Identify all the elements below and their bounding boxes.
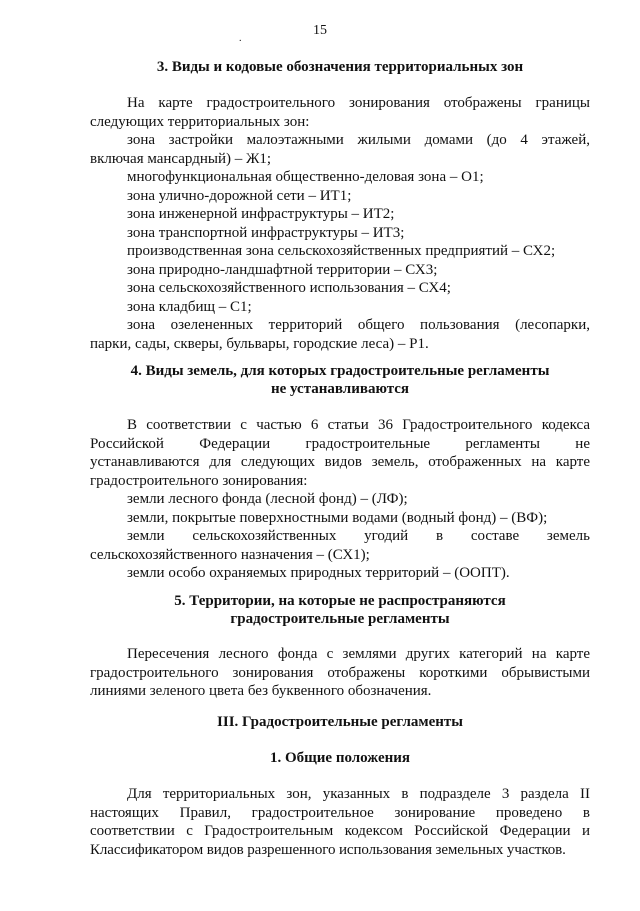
- land-3-line1: земли сельскохозяйственных угодий в составе земель: [127, 528, 590, 544]
- zone-item: зона инженерной инфраструктуры – ИТ2;: [127, 206, 395, 222]
- section-5-para-line3: линиями зеленого цвета без буквенного обозначения.: [90, 683, 432, 699]
- section-4-heading-line2: не устанавливаются: [270, 381, 410, 397]
- section-4-intro-line1: В соответствии с частью 6 статьи 36 Градостроительного кодекса: [127, 417, 590, 433]
- zone-1-line1: зона застройки малоэтажными жилыми домами (до 4 этажей,: [127, 132, 590, 148]
- section-5-para-line1: Пересечения лесного фонда с землями других категорий на карте: [127, 646, 590, 662]
- section-5-body: [90, 645, 590, 701]
- section-4-heading-line1: 4. Виды земель, для которых градостроительные регламенты: [130, 363, 550, 379]
- general-heading: 1. Общие положения: [269, 750, 411, 766]
- zone-item: зона улично-дорожной сети – ИТ1;: [127, 187, 352, 204]
- zone-last-line2: парки, сады, скверы, бульвары, городские леса) – Р1.: [90, 335, 429, 352]
- zone-item: зона кладбищ – С1;: [127, 298, 252, 315]
- section-5-heading-line1: 5. Территории, на которые не распространяются: [174, 593, 506, 609]
- general-para-line3: соответствии с Градостроительным кодексом Российской Федерации и: [90, 823, 590, 839]
- section-3-body: [90, 94, 590, 353]
- zone-item: зона транспортной инфраструктуры – ИТ3;: [127, 224, 405, 241]
- land-item: земли, покрытые поверхностными водами (водный фонд) – (ВФ);: [127, 509, 548, 526]
- zone-1-line2: включая мансардный) – Ж1;: [90, 150, 272, 167]
- section-4-intro-line2: Российской Федерации градостроительные регламенты не: [90, 435, 590, 452]
- general-para-line4: Классификатором видов разрешенного использования земельных участков.: [90, 841, 566, 858]
- section-3-intro-line2: следующих территориальных зон:: [90, 113, 310, 130]
- section-5-heading-line2: градостроительные регламенты: [230, 611, 450, 627]
- section-4-intro-line3: устанавливаются для следующих видов земель, отображенных на карте: [90, 454, 590, 470]
- part-3-heading: III. Градостроительные регламенты: [217, 714, 463, 730]
- zone-item: зона природно-ландшафтной территории – СХ3;: [127, 261, 438, 278]
- section-3-heading: 3. Виды и кодовые обозначения территориальных зон: [156, 59, 524, 75]
- zone-last-line1: зона озелененных территорий общего пользования (лесопарки,: [127, 317, 590, 333]
- land-item: земли лесного фонда (лесной фонд) – (ЛФ);: [127, 491, 408, 507]
- general-para-line2: настоящих Правил, градостроительное зонирование проведено в: [90, 804, 590, 821]
- section-4-intro-line4: градостроительного зонирования:: [90, 472, 308, 489]
- section-5-para-line2: градостроительного зонирования отображены короткими обрывистыми: [90, 664, 590, 681]
- section-3-intro-line1: На карте градостроительного зонирования отображены границы: [127, 95, 590, 111]
- zone-item: многофункциональная общественно-деловая зона – О1;: [127, 169, 484, 185]
- section-4-body: [90, 416, 590, 583]
- zone-item: производственная зона сельскохозяйственных предприятий – СХ2;: [127, 243, 556, 259]
- land-3-line2: сельскохозяйственного назначения – (СХ1);: [90, 546, 370, 563]
- land-item: земли особо охраняемых природных территорий – (ООПТ).: [127, 565, 510, 581]
- zone-item: зона сельскохозяйственного использования – СХ4;: [127, 280, 451, 296]
- page-number: 15: [313, 23, 327, 38]
- general-para-line1: Для территориальных зон, указанных в подразделе 3 раздела II: [127, 786, 590, 802]
- general-body: [90, 785, 590, 859]
- stray-mark: .: [239, 33, 242, 44]
